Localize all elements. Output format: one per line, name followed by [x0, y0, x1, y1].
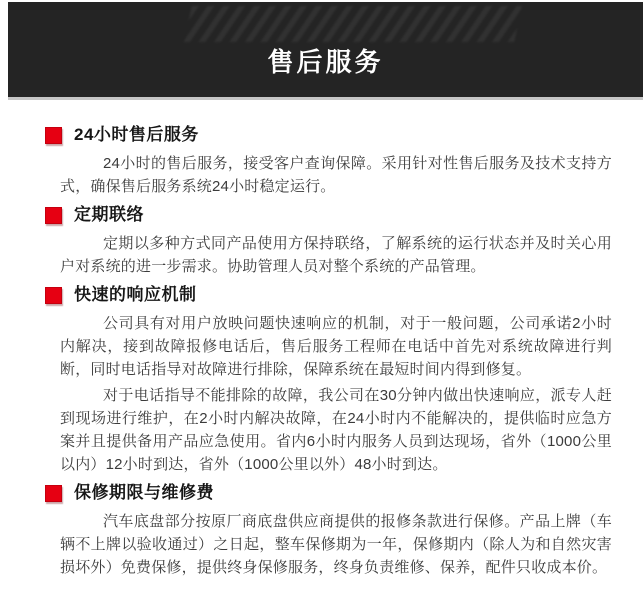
section-heading-row [45, 286, 612, 304]
section-24h-service [45, 126, 612, 198]
section-heading: 保修期限与维修费 [74, 483, 214, 502]
section-heading: 定期联络 [74, 205, 144, 224]
watermark [184, 6, 522, 42]
section-warranty [45, 484, 612, 579]
section-paragraph: 定期以多种方式同产品使用方保持联络，了解系统的运行状态并及时关心用户对系统的进一步需求。协助管理人员对整个系统的产品管理。 [60, 235, 612, 275]
red-square-bullet-icon [45, 485, 62, 502]
section-heading-row [45, 126, 612, 144]
section-paragraph: 公司具有对用户放映问题快速响应的机制，对于一般问题，公司承诺2小时内解决，接到故障报修电话后，售后服务工程师在电话中首先对系统故障进行判断，同时电话指导对故障进行排除，保障系统在最短时间内得到修复。 [60, 315, 612, 378]
section-heading: 快速的响应机制 [74, 285, 197, 304]
red-square-bullet-icon [45, 207, 62, 224]
banner [8, 2, 643, 100]
red-square-bullet-icon [45, 287, 62, 304]
content [0, 100, 643, 579]
page-title: 售后服务 [267, 47, 384, 77]
section-paragraph: 24小时的售后服务，接受客户查询保障。采用针对性售后服务及技术支持方式，确保售后服务系统24小时稳定运行。 [60, 155, 612, 195]
section-paragraph: 对于电话指导不能排除的故障，我公司在30分钟内做出快速响应，派专人赶到现场进行维护，在2小时内解决故障，在24小时内不能解决的，提供临时应急方案并且提供备用产品应急使用。省内6小时内服务人员到达现场，省外（1000公里以内）12小时到达，省外（1000公里以外）48小时到达。 [60, 387, 612, 473]
section-paragraph: 汽车底盘部分按原厂商底盘供应商提供的报修条款进行保修。产品上牌（车辆不上牌以验收通过）之日起，整车保修期为一年，保修期内（除人为和自然灾害损坏外）免费保修，提供终身保修服务，终身负责维修、保养，配件只收成本价。 [60, 513, 612, 576]
section-heading-row [45, 484, 612, 502]
red-square-bullet-icon [45, 127, 62, 144]
section-regular-contact [45, 206, 612, 278]
section-heading-row [45, 206, 612, 224]
section-heading: 24小时售后服务 [74, 125, 199, 144]
section-rapid-response [45, 286, 612, 476]
